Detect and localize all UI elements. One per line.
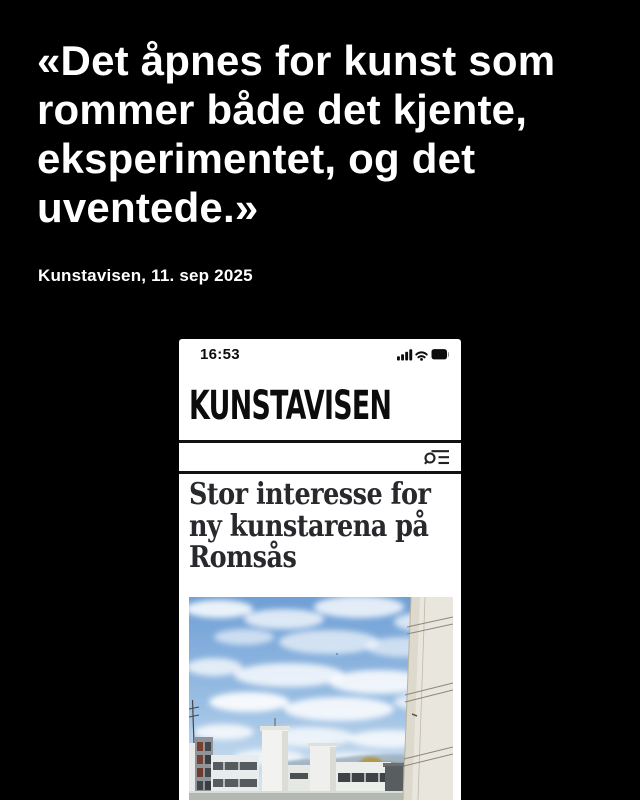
cellular-signal-icon bbox=[397, 349, 412, 360]
quote-attribution: Kunstavisen, 11. sep 2025 bbox=[38, 266, 253, 285]
search-list-icon[interactable] bbox=[424, 449, 450, 465]
quote-line: «Det åpnes for kunst som bbox=[37, 37, 556, 84]
article-image[interactable] bbox=[189, 597, 453, 800]
bird bbox=[336, 653, 338, 655]
search-bar[interactable] bbox=[179, 443, 461, 474]
headline-line: Romsås bbox=[189, 540, 297, 575]
status-bar-icons bbox=[397, 348, 449, 361]
quote-line: uventede.» bbox=[37, 184, 259, 231]
article-headline[interactable] bbox=[189, 479, 430, 574]
wifi-icon bbox=[416, 352, 426, 360]
foreground-wall bbox=[403, 597, 453, 800]
quote-block bbox=[37, 36, 622, 232]
phone-screenshot bbox=[179, 339, 461, 800]
headline-line: Stor interesse for bbox=[189, 477, 431, 512]
quote-line: rommer både det kjente, bbox=[37, 86, 528, 133]
battery-icon bbox=[432, 349, 450, 359]
headline-line: ny kunstarena på bbox=[189, 508, 429, 544]
masthead-logo[interactable]: KUNSTAVISEN bbox=[189, 383, 392, 429]
quote-line: eksperimentet, og det bbox=[37, 135, 476, 182]
status-bar-time: 16:53 bbox=[200, 346, 240, 363]
